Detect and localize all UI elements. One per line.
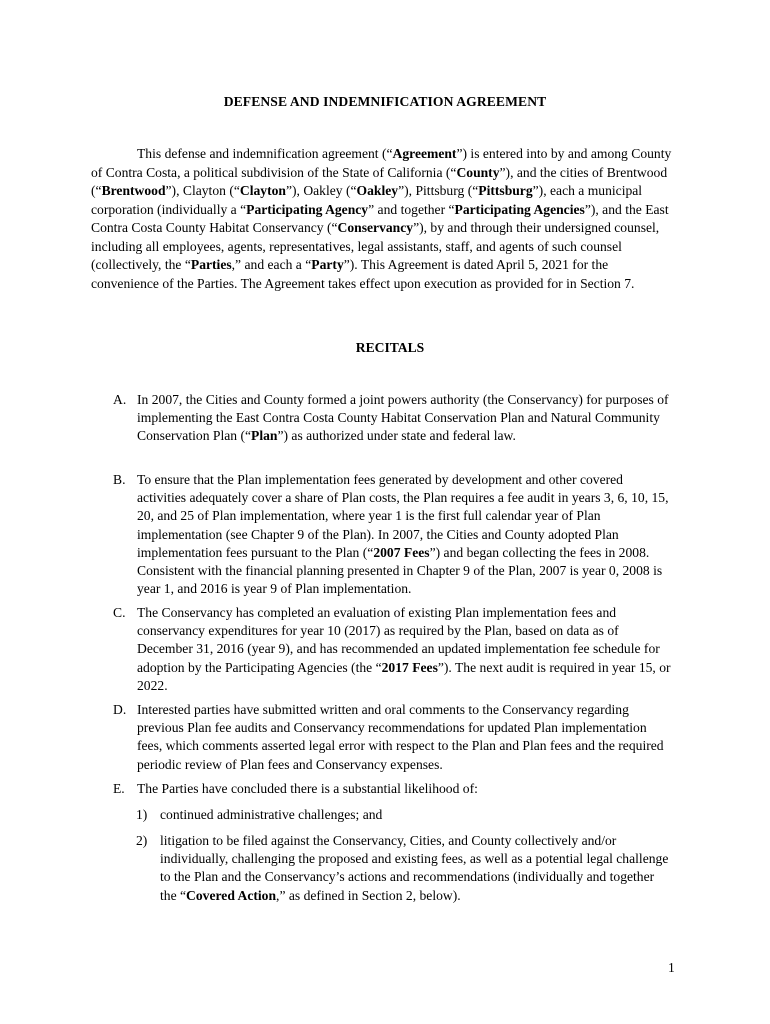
defined-term: 2007 Fees [373, 544, 430, 560]
document-title: DEFENSE AND INDEMNIFICATION AGREEMENT [223, 94, 547, 109]
defined-term: 2017 Fees [381, 659, 438, 675]
subitem-label: 2) [136, 833, 148, 848]
defined-term: Conservancy [337, 220, 414, 235]
recital-text [137, 391, 673, 446]
recital-text [137, 604, 673, 695]
recital-seg: In 2007, the Cities and County formed a joint powers authority (the Conservancy) for purposes of implementing the East Contra Costa County Habitat Conservation Plan and Natural Community Conservation Plan (“ [137, 392, 669, 444]
recital-seg: Interested parties have submitted written and oral comments to the Conservancy regarding previous Plan fee audits and Conservancy recommendations for updated Plan implementation fees, which comments asserted legal error with respect to the Plan and Plan fees and the required periodic review of Plan fees and Conservancy expenses. [137, 702, 664, 772]
defined-term: Participating Agencies [454, 201, 585, 217]
subitem-text [160, 806, 673, 824]
recital-d [113, 701, 673, 774]
intro-seg: This defense and indemnification agreement (“ [137, 146, 393, 161]
recital-seg: The Parties have concluded there is a substantial likelihood of: [137, 781, 478, 796]
recital-label: E. [113, 781, 125, 796]
defined-term: Clayton [239, 183, 286, 198]
recital-text [137, 780, 673, 798]
recital-c [113, 604, 673, 695]
intro-seg: ,” and each a “ [231, 257, 312, 272]
intro-seg: ”) is entered into by and among County of Contra Costa, a political subdivision of the State of California (“ [91, 146, 672, 180]
intro-seg: ”), and the cities of Brentwood (“ [91, 164, 668, 198]
subitem-seg: ,” as defined in Section 2, below). [276, 887, 461, 903]
recital-seg: The Conservancy has completed an evaluation of existing Plan implementation fees and conservancy expenditures for year 10 (2017) as required by the Plan, based on data as of December 31, 2016 (year 9), and has recommended an updated implementation fee schedule for adoption by the Participating Agencies (the “ [137, 605, 660, 675]
subitem-seg: litigation to be filed against the Conservancy, Cities, and County collectively and/or individually, challenging the proposed and existing fees, as well as a potential legal challenge to the Plan and the Conservancy’s actions and recommendations (individually and together the “ [160, 833, 669, 903]
intro-seg: ”). This Agreement is dated April 5, 2021 for the convenience of the Parties. The Agreement takes effect upon execution as provided for in Section 7. [91, 257, 635, 291]
recital-seg: ”). The next audit is required in year 15, or 2022. [137, 659, 671, 693]
subitem-text [160, 832, 673, 905]
recital-seg: ”) as authorized under state and federal law. [277, 428, 516, 444]
recital-label: A. [113, 392, 127, 407]
defined-term: Participating Agency [246, 201, 369, 217]
defined-term: Brentwood [101, 183, 166, 198]
recital-seg: To ensure that the Plan implementation fees generated by development and other covered activities adequately cover a share of Plan costs, the Plan requires a fee audit in years 3, 6, 10, 15, 20, and 25 of Plan implementation, where year 1 is the first full calendar year of Plan implementation (see Chapter 9 of the Plan). In 2007, the Cities and County adopted Plan implementation fees pursuant to the Plan (“ [137, 472, 669, 560]
intro-seg: ”), each a municipal corporation (individually a “ [91, 183, 643, 217]
recital-label: B. [113, 472, 126, 487]
intro-seg: ”), by and through their undersigned counsel, including all employees, agents, representatives, legal assistants, staff, and agents of such counsel (collectively, the “ [91, 220, 660, 272]
defined-term: Covered Action [186, 887, 277, 903]
defined-term: Plan [251, 428, 278, 444]
recital-a [113, 391, 673, 446]
defined-term: Pittsburg [478, 183, 533, 198]
intro-seg: ”), and the East Contra Costa County Habitat Conservancy (“ [91, 201, 669, 235]
recitals-heading: RECITALS [355, 340, 425, 355]
recital-text [137, 471, 673, 598]
defined-term: County [456, 164, 500, 180]
recital-seg: ”) and began collecting the fees in 2008. Consistent with the financial planning presented in Chapter 9 of the Plan, 2007 is year 0, 2008 is year 1, and 2016 is year 9 of Plan implementation. [137, 544, 663, 597]
intro-seg: ”), Clayton (“ [165, 183, 240, 198]
defined-term: Party [311, 257, 344, 272]
subitem-1 [136, 806, 673, 824]
intro-paragraph [91, 145, 679, 293]
page-number: 1 [668, 960, 675, 975]
intro-seg: ” and together “ [368, 201, 455, 217]
defined-term: Parties [190, 257, 232, 272]
intro-seg: ”), Oakley (“ [285, 183, 357, 198]
recital-label: C. [113, 605, 126, 620]
defined-term: Oakley [356, 183, 399, 198]
subitem-2 [136, 832, 673, 905]
subitem-seg: continued administrative challenges; and [160, 807, 383, 822]
subitem-label: 1) [136, 807, 148, 822]
recital-b [113, 471, 673, 598]
recital-label: D. [113, 702, 127, 717]
recital-text [137, 701, 673, 774]
recital-e [113, 780, 673, 798]
defined-term: Agreement [392, 146, 457, 161]
intro-seg: ”), Pittsburg (“ [398, 183, 479, 198]
